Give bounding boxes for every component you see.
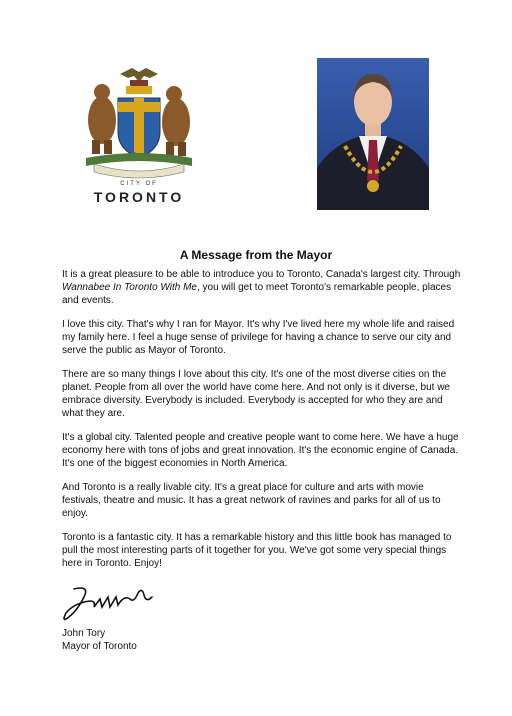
- signer-role: Mayor of Toronto: [62, 641, 137, 652]
- signer-name: John Tory: [62, 628, 106, 639]
- paragraph-global-city: It's a global city. Talented people and creative people want to come here. We have a huge economy here with tons of jobs and great innovation. It's the economic engine of Canada. It's one of the biggest economies in North America.: [62, 432, 459, 469]
- letter-title: A Message from the Mayor: [179, 248, 333, 262]
- paragraph-love-city: I love this city. That's why I ran for Mayor. It's why I've lived here my whole life and raised my family here. I feel a huge sense of privilege for having a chance to serve our city and serve the public as Mayor of Toronto.: [62, 319, 455, 356]
- mayor-portrait-photo: [317, 58, 429, 210]
- signer-block: [62, 627, 137, 653]
- handwritten-signature: [60, 583, 160, 625]
- paragraph-intro: [62, 268, 462, 307]
- letter-body: [62, 268, 462, 581]
- intro-text-end: , you will get to meet Toronto's remarkable people, places and events.: [62, 282, 452, 306]
- paragraph-livable-city: And Toronto is a really livable city. It's a great place for culture and arts with movie festivals, theatre and music. It has a great network of ravines and parks for all of us to enjoy.: [62, 482, 441, 519]
- paragraph-closing: Toronto is a fantastic city. It has a remarkable history and this little book has managed to pull the most interesting parts of it together for you. We've got some very special things here in Toronto. Enjoy!: [62, 532, 452, 569]
- city-of-label: CITY OF: [120, 181, 158, 187]
- city-name-label: TORONTO: [93, 189, 185, 205]
- intro-text-start: It is a great pleasure to be able to introduce you to Toronto, Canada's largest city. Through: [62, 269, 461, 280]
- paragraph-diversity: There are so many things I love about this city. It's one of the most diverse cities on the planet. People from all over the world have come here. And not only is it diverse, but we embrace diversity. Everybody is included. Everybody is accepted for who they are and what they are.: [62, 369, 450, 419]
- book-title: Wannabee In Toronto With Me: [62, 282, 197, 293]
